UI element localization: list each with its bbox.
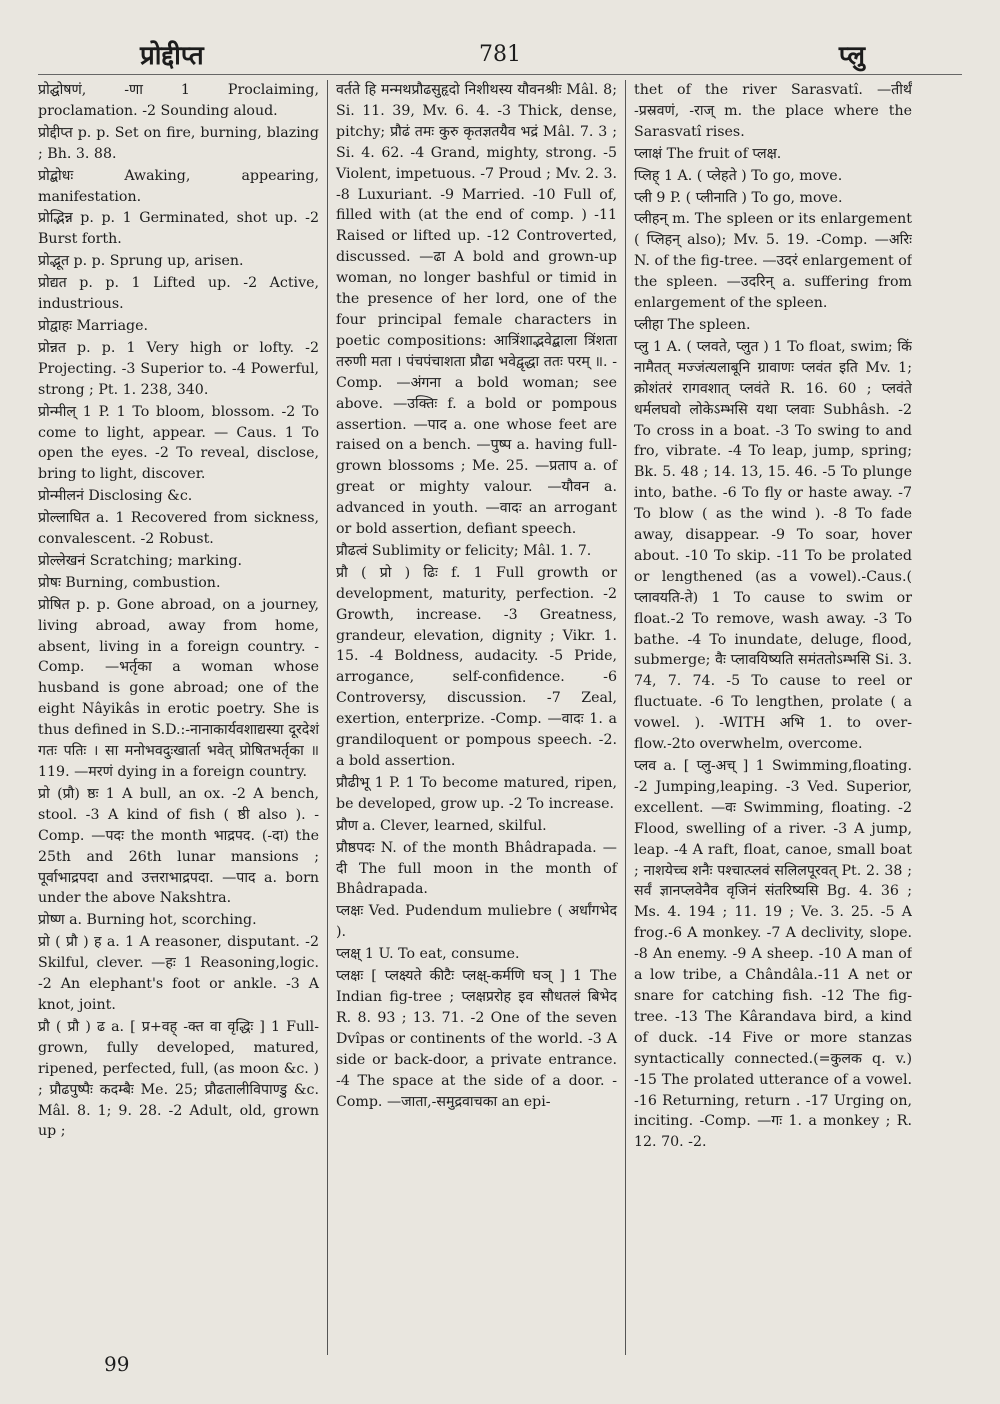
dictionary-entry: प्रो ( प्रौ ) ह a. 1 A reasoner, disputant. -2 Skilful, clever. —हः 1 Reasoning,logic. -2 An elephant's foot or ankle. -3 A knot, joint. [38, 934, 319, 1013]
dictionary-entry: प्रोद्वाहः Marriage. [38, 317, 149, 334]
signature-mark: 99 [104, 1352, 130, 1376]
dictionary-entry: प्रोद्दीप्त p. p. Set on fire, burning, blazing ; Bh. 3. 88. [38, 124, 319, 162]
dictionary-entry: प्लु 1 A. ( प्लवते, प्लुत ) 1 To float, swim; किं नामैतत् मज्जंत्यलाबूनि ग्रावाणः प्लवंत इति Mv. 1; क्रोशंतरं रागवशात् प्लवंते R. 16. 60 ; प्लवंते धर्मलघवो लोकेऽम्भसि यथा प्लवाः Subhâsh. -2 To cross in a boat. -3 To swing to and fro, vibrate. -4 To leap, jump, spring; Bk. 5. 48 ; 14. 13, 15. 46. -5 To plunge into, bathe. -6 To fly or haste away. -7 To blow ( as the wind ). -8 To fade away, disappear. -9 To soar, hover about. -10 To skip. -11 To be prolated or lengthened (as a vowel).-Caus.( प्लावयति-ते) 1 To cause to swim or float.-2 To remove, wash away. -3 To bathe. -4 To inundate, deluge, flood, submerge; वैः प्लावयिष्यति समंततोऽम्भसि Si. 3. 74, 7. 74. -5 To cause to reel or fluctuate. -6 To lengthen, prolate ( a vowel. ). -WITH अभि 1. to over-flow.-2to overwhelm, overcome. [634, 338, 912, 753]
dictionary-entry: प्ली 9 P. ( प्लीनाति ) To go, move. [634, 189, 843, 206]
dictionary-entry: प्रौढत्वं Sublimity or felicity; Mâl. 1. 7. [336, 542, 592, 559]
column-1 [38, 80, 327, 1355]
dictionary-entry: प्रोष्ण a. Burning hot, scorching. [38, 912, 257, 929]
dictionary-entry: प्लव a. [ प्लु-अच् ] 1 Swimming,floating. -2 Jumping,leaping. -3 Ved. Superior, excellent. —वः Swimming, floating. -2 Flood, swelling of a river. -3 A jump, leap. -4 A raft, float, canoe, small boat ; नाशयेच्च शनैः पश्चात्प्लवं सलिलपूरवत् Pt. 2. 38 ; सर्वं ज्ञानप्लवेनैव वृजिनं संतरिष्यसि Bg. 4. 36 ; Ms. 4. 194 ; 11. 19 ; Ve. 3. 25. -5 A frog.-6 A monkey. -7 A declivity, slope. -8 An enemy. -9 A sheep. -10 A man of a low tribe, a Chândâla.-11 A net or snare for catching fish. -12 The fig-tree. -13 The Kârandava bird, a kind of duck. -14 Five or more stanzas syntactically connected.(=कुलक q. v.) -15 The prolated utterance of a vowel. -16 Returning, return . -17 Urging on, inciting. -Comp. —गः 1. a monkey ; R. 12. 70. -2. [634, 758, 912, 1151]
dictionary-entry: प्रौण a. Clever, learned, skilful. [336, 817, 547, 834]
dictionary-entry: प्रोद्घोषणं, -णा 1 Proclaiming, proclamation. -2 Sounding aloud. [38, 82, 319, 119]
dictionary-entry: वर्तते हि मन्मथप्रौढसुहृदो निशीथस्य यौवनश्रीः Mâl. 8; Si. 11. 39, Mv. 6. 4. -3 Thick, dense, pitchy; प्रौढं तमः कुरु कृतज्ञतयैव भद्रं Mâl. 7. 3 ; Si. 4. 62. -4 Grand, mighty, strong. -5 Violent, impetuous. -7 Proud ; Mv. 2. 3. -8 Luxuriant. -9 Married. -10 Full of, filled with (at the end of comp. ) -11 Raised or lifted up. -12 Controverted, discussed. —ढा A bold and grown-up woman, no longer bashful or timid in the presence of her lord, one of the four principal female characters in poetic compositions: आत्रिंशाद्भवेद्बाला त्रिंशता तरुणी मता । पंचपंचाशता प्रौढा भवेद्वृद्धा ततः परम् ॥. -Comp. —अंगना a bold woman; see above. —उक्तिः f. a bold or pompous assertion. —पाद a. one whose feet are raised on a bench. —पुष्प a. having full-grown blossoms ; Me. 25. —प्रताप a. of great or mighty valour. —यौवन a. advanced in youth. —वादः an arrogant or bold assertion, defiant speech. [336, 82, 617, 538]
dictionary-entry: प्लाक्षं The fruit of प्लक्ष. [634, 145, 782, 162]
dictionary-entry: प्रोन्मीलनं Disclosing &c. [38, 488, 193, 505]
dictionary-entry: प्रोद्बोधः Awaking, appearing, manifestation. [38, 167, 319, 205]
header-right-guide-word: प्लु [838, 41, 865, 71]
dictionary-entry: प्रोल्लेखनं Scratching; marking. [38, 552, 243, 569]
dictionary-entry: प्रोद्भिन्न p. p. 1 Germinated, shot up. -2 Burst forth. [38, 210, 319, 248]
dictionary-entry: प्लक्षः [ प्लक्ष्यते कीटैः प्लक्ष्-कर्मणि घञ् ] 1 The Indian fig-tree ; प्लक्षप्ररोह इव सौधतलं बिभेद R. 8. 93 ; 13. 71. -2 One of the seven Dvîpas or continents of the world. -3 A side or back-door, a private entrance. -4 The space at the side of a door. -Comp. —जाता,-समुद्रवाचका an epi- [336, 968, 617, 1110]
dictionary-entry: प्रोन्नत p. p. 1 Very high or lofty. -2 Projecting. -3 Superior to. -4 Powerful, strong ; Pt. 1. 238, 340. [38, 339, 319, 398]
dictionary-entry: प्रोषः Burning, combustion. [38, 574, 221, 591]
dictionary-entry: प्लीहा The spleen. [634, 316, 751, 333]
header-left-guide-word: प्रोद्दीप्त [140, 41, 204, 71]
dictionary-entry: प्रोद्यत p. p. 1 Lifted up. -2 Active, industrious. [38, 275, 319, 313]
dictionary-entry: प्रौ ( प्रो ) ढिः f. 1 Full growth or development, maturity, perfection. -2 Growth, increase. -3 Greatness, grandeur, elevation, dignity ; Vikr. 1. 15. -4 Boldness, audacity. -5 Pride, arrogance, self-confidence. -6 Controversy, discussion. -7 Zeal, exertion, enterprize. -Comp. —वादः 1. a grandiloquent or pompous speech. -2. a bold assertion. [336, 564, 617, 769]
dictionary-entry: प्रोषित p. p. Gone abroad, on a journey, living abroad, away from home, absent, living in a foreign country. -Comp. —भर्तृका a woman whose husband is gone abroad; one of the eight Nâyikâs in erotic poetry. She is thus defined in S.D.:-नानाकार्यवशाद्यस्या दूरदेशं गतः पतिः । सा मनोभवदुःखार्ता भवेत् प्रोषितभर्तृका ॥ 119. —मरणं dying in a foreign country. [38, 596, 319, 780]
dictionary-entry: प्रोन्मील् 1 P. 1 To bloom, blossom. -2 To come to light, appear. — Caus. 1 To open the eyes. -2 To reveal, disclose, bring to light, discover. [38, 403, 319, 483]
page-number: 781 [479, 42, 521, 67]
dictionary-entry: प्लिह् 1 A. ( प्लेहते ) To go, move. [634, 167, 843, 184]
dictionary-entry: प्रौ ( प्रौ ) ढ a. [ प्र+वह् -क्त वा वृद्धिः ] 1 Full-grown, fully developed, matured, ripened, perfected, full, (as moon &c. ) ; प्रौढपुष्पैः कदम्बैः Me. 25; प्रौढतालीविपाण्डु &c. Mâl. 8. 1; 9. 28. -2 Adult, old, grown up ; [38, 1018, 319, 1140]
dictionary-entry: प्लक्ष् 1 U. To eat, consume. [336, 946, 520, 963]
dictionary-entry: प्लीहन् m. The spleen or its enlargement ( प्लिहन् also); Mv. 5. 19. -Comp. —अरिः N. of the fig-tree. —उदरं enlargement of the spleen. —उदरिन् a. suffering from enlargement of the spleen. [634, 211, 912, 312]
dictionary-entry: प्रौष्ठपदः N. of the month Bhâdrapada. —दी The full moon in the month of Bhâdrapada. [336, 839, 617, 898]
columns [38, 80, 962, 1355]
header-rule [38, 74, 962, 75]
dictionary-entry: thet of the river Sarasvatî. —तीर्थं -प्रस्रवणं, -राज् m. the place where the Sarasvatî rises. [634, 82, 912, 140]
dictionary-entry: प्रोल्लाघित a. 1 Recovered from sickness, convalescent. -2 Robust. [38, 510, 319, 548]
column-3 [625, 80, 912, 1355]
page-header [40, 30, 960, 80]
dictionary-entry: प्रौढीभू 1 P. 1 To become matured, ripen, be developed, grow up. -2 To increase. [336, 774, 617, 812]
dictionary-entry: प्रोद्भूत p. p. Sprung up, arisen. [38, 253, 244, 270]
column-2 [327, 80, 625, 1355]
dictionary-entry: प्रो (प्रौ) ष्ठः 1 A bull, an ox. -2 A bench, stool. -3 A kind of fish ( ष्ठी also ). -Comp. —पदः the month भाद्रपद. (-दा) the 25th and 26th lunar mansions ; पूर्वाभाद्रपदा and उत्तराभाद्रपदा. —पाद a. born under the above Nakshtra. [38, 785, 319, 907]
dictionary-entry: प्लक्षः Ved. Pudendum muliebre ( अर्धांगभेद ). [336, 903, 617, 941]
